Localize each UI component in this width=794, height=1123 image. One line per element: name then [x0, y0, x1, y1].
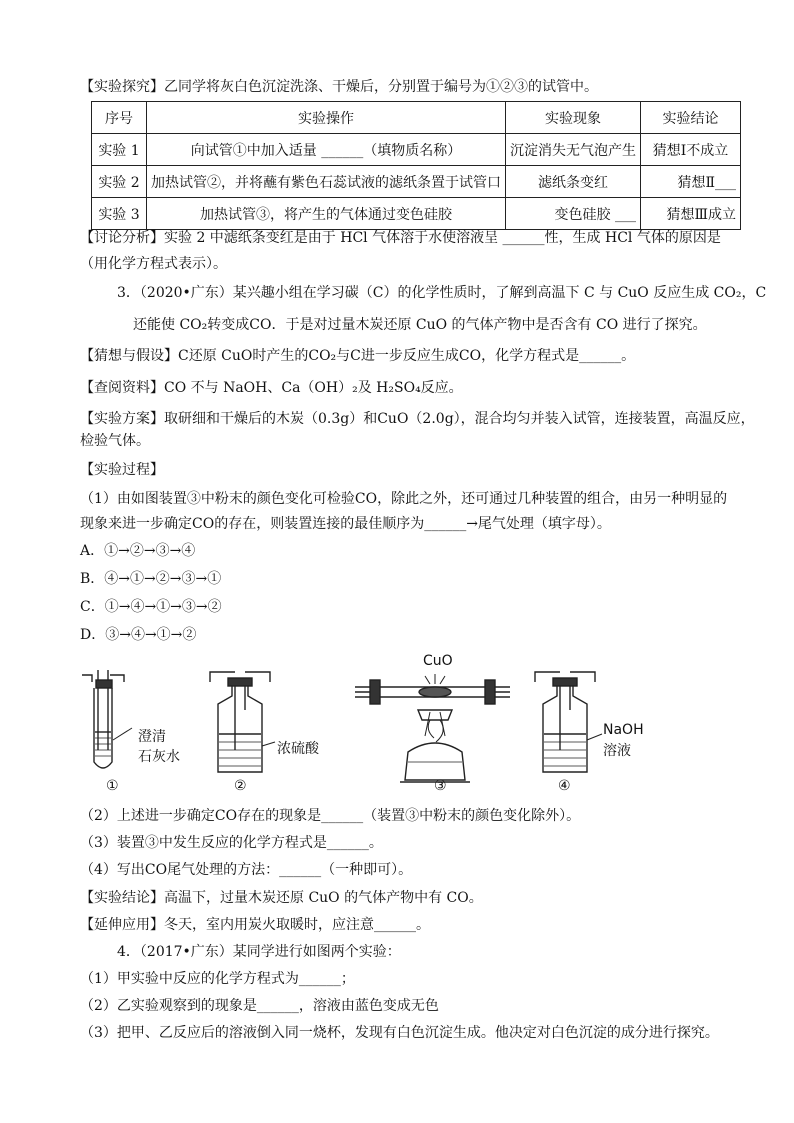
header-cell: 实验操作 [147, 102, 506, 134]
device-number-2: ② [234, 778, 247, 794]
label-sulfuric-acid: 浓硫酸 [277, 741, 319, 757]
label-lime-water-1: 澄清 [138, 729, 166, 745]
process-4-line: （4）写出CO尾气处理的方法：______（一种即可）。 [80, 862, 413, 878]
table-row [92, 166, 741, 198]
option-d: D．③→④→①→② [80, 627, 197, 643]
table-cell: 猜想Ⅰ不成立 [641, 134, 741, 166]
device-2-bottle [210, 672, 275, 772]
question-4-line: 4．（2017•广东）某同学进行如图两个实验： [117, 944, 401, 960]
process-2-line: （2）上述进一步确定CO存在的现象是______（装置③中粉末的颜色变化除外）。 [80, 808, 581, 824]
table-cell: 沉淀消失无气泡产生 [506, 134, 641, 166]
question-4-1: （1）甲实验中反应的化学方程式为______； [80, 971, 355, 987]
table-cell: 实验 1 [92, 134, 147, 166]
hypothesis-line: 【猜想与假设】C还原 CuO时产生的CO₂与C进一步反应生成CO，化学方程式是______。 [80, 348, 636, 364]
experiment-table [91, 101, 741, 230]
table-cell: 实验 3 [92, 198, 147, 230]
device-number-4: ④ [558, 778, 571, 794]
label-naoh: NaOH [603, 722, 644, 738]
explore-line: 【实验探究】乙同学将灰白色沉淀洗涤、干燥后，分别置于编号为①②③的试管中。 [80, 79, 598, 95]
table-row [92, 198, 741, 230]
extension-line: 【延伸应用】冬天，室内用炭火取暖时，应注意______。 [80, 917, 430, 933]
reference-line: 【查阅资料】CO 不与 NaOH、Ca（OH）₂及 H₂SO₄反应。 [80, 380, 463, 396]
option-a: A．①→②→③→④ [80, 543, 196, 559]
process-1-line-b: 现象来进一步确定CO的存在，则装置连接的最佳顺序为______→尾气处理（填字母）。 [80, 516, 611, 532]
label-lime-water-2: 石灰水 [138, 749, 180, 765]
device-1-test-tube [82, 670, 132, 768]
question-3-line-1: 3．（2020•广东）某兴趣小组在学习碳（C）的化学性质时，了解到高温下 C 与 CuO 反应生成 CO₂，C [117, 285, 767, 301]
conclusion-line: 【实验结论】高温下，过量木炭还原 CuO 的气体产物中有 CO。 [80, 890, 483, 906]
question-4-3: （3）把甲、乙反应后的溶液倒入同一烧杯，发现有白色沉淀生成。他决定对白色沉淀的成分进行探究。 [80, 1025, 719, 1041]
process-title: 【实验过程】 [80, 462, 164, 478]
table-header-row [92, 102, 741, 134]
table-cell: 变色硅胶 ___ [506, 198, 641, 230]
device-number-3: ③ [434, 778, 447, 794]
process-3-line: （3）装置③中发生反应的化学方程式是______。 [80, 835, 383, 851]
table-cell: 猜想Ⅲ成立 [641, 198, 741, 230]
table-cell: 加热试管③，将产生的气体通过变色硅胶 [147, 198, 506, 230]
option-c: C．①→④→①→③→② [80, 599, 222, 615]
table-cell: 加热试管②，并将蘸有紫色石蕊试液的滤纸条置于试管口 [147, 166, 506, 198]
device-number-1: ① [106, 778, 119, 794]
device-4-bottle [535, 672, 602, 772]
plan-line-1: 【实验方案】取研细和干燥后的木炭（0.3g）和CuO（2.0g），混合均匀并装入试管，连接装置，高温反应， [80, 411, 755, 427]
table-cell: 向试管①中加入适量 ______（填物质名称） [147, 134, 506, 166]
label-solution: 溶液 [603, 743, 631, 759]
discussion-line-2: （用化学方程式表示）。 [80, 256, 227, 272]
apparatus-figure [70, 650, 730, 800]
header-cell: 实验结论 [641, 102, 741, 134]
question-4-2: （2）乙实验观察到的现象是______，溶液由蓝色变成无色 [80, 998, 439, 1014]
table-cell: 滤纸条变红 [506, 166, 641, 198]
discussion-line-1: 【讨论分析】实验 2 中滤纸条变红是由于 HCl 气体溶于水使溶液呈 ______性，生成 HCl 气体的原因是 [80, 230, 721, 246]
table-cell: 实验 2 [92, 166, 147, 198]
header-cell: 序号 [92, 102, 147, 134]
process-1-line-a: （1）由如图装置③中粉末的颜色变化可检验CO，除此之外，还可通过几种装置的组合，由另一种明显的 [80, 491, 728, 507]
plan-line-2: 检验气体。 [80, 433, 150, 449]
header-cell: 实验现象 [506, 102, 641, 134]
table-row [92, 134, 741, 166]
option-b: B．④→①→②→③→① [80, 571, 222, 587]
device-3-furnace [355, 674, 510, 782]
table-cell: 猜想Ⅱ___ [641, 166, 741, 198]
question-3-line-2: 还能使 CO₂转变成CO．于是对过量木炭还原 CuO 的气体产物中是否含有 CO 进行了探究。 [133, 317, 707, 333]
label-cuo: CuO [423, 653, 453, 669]
